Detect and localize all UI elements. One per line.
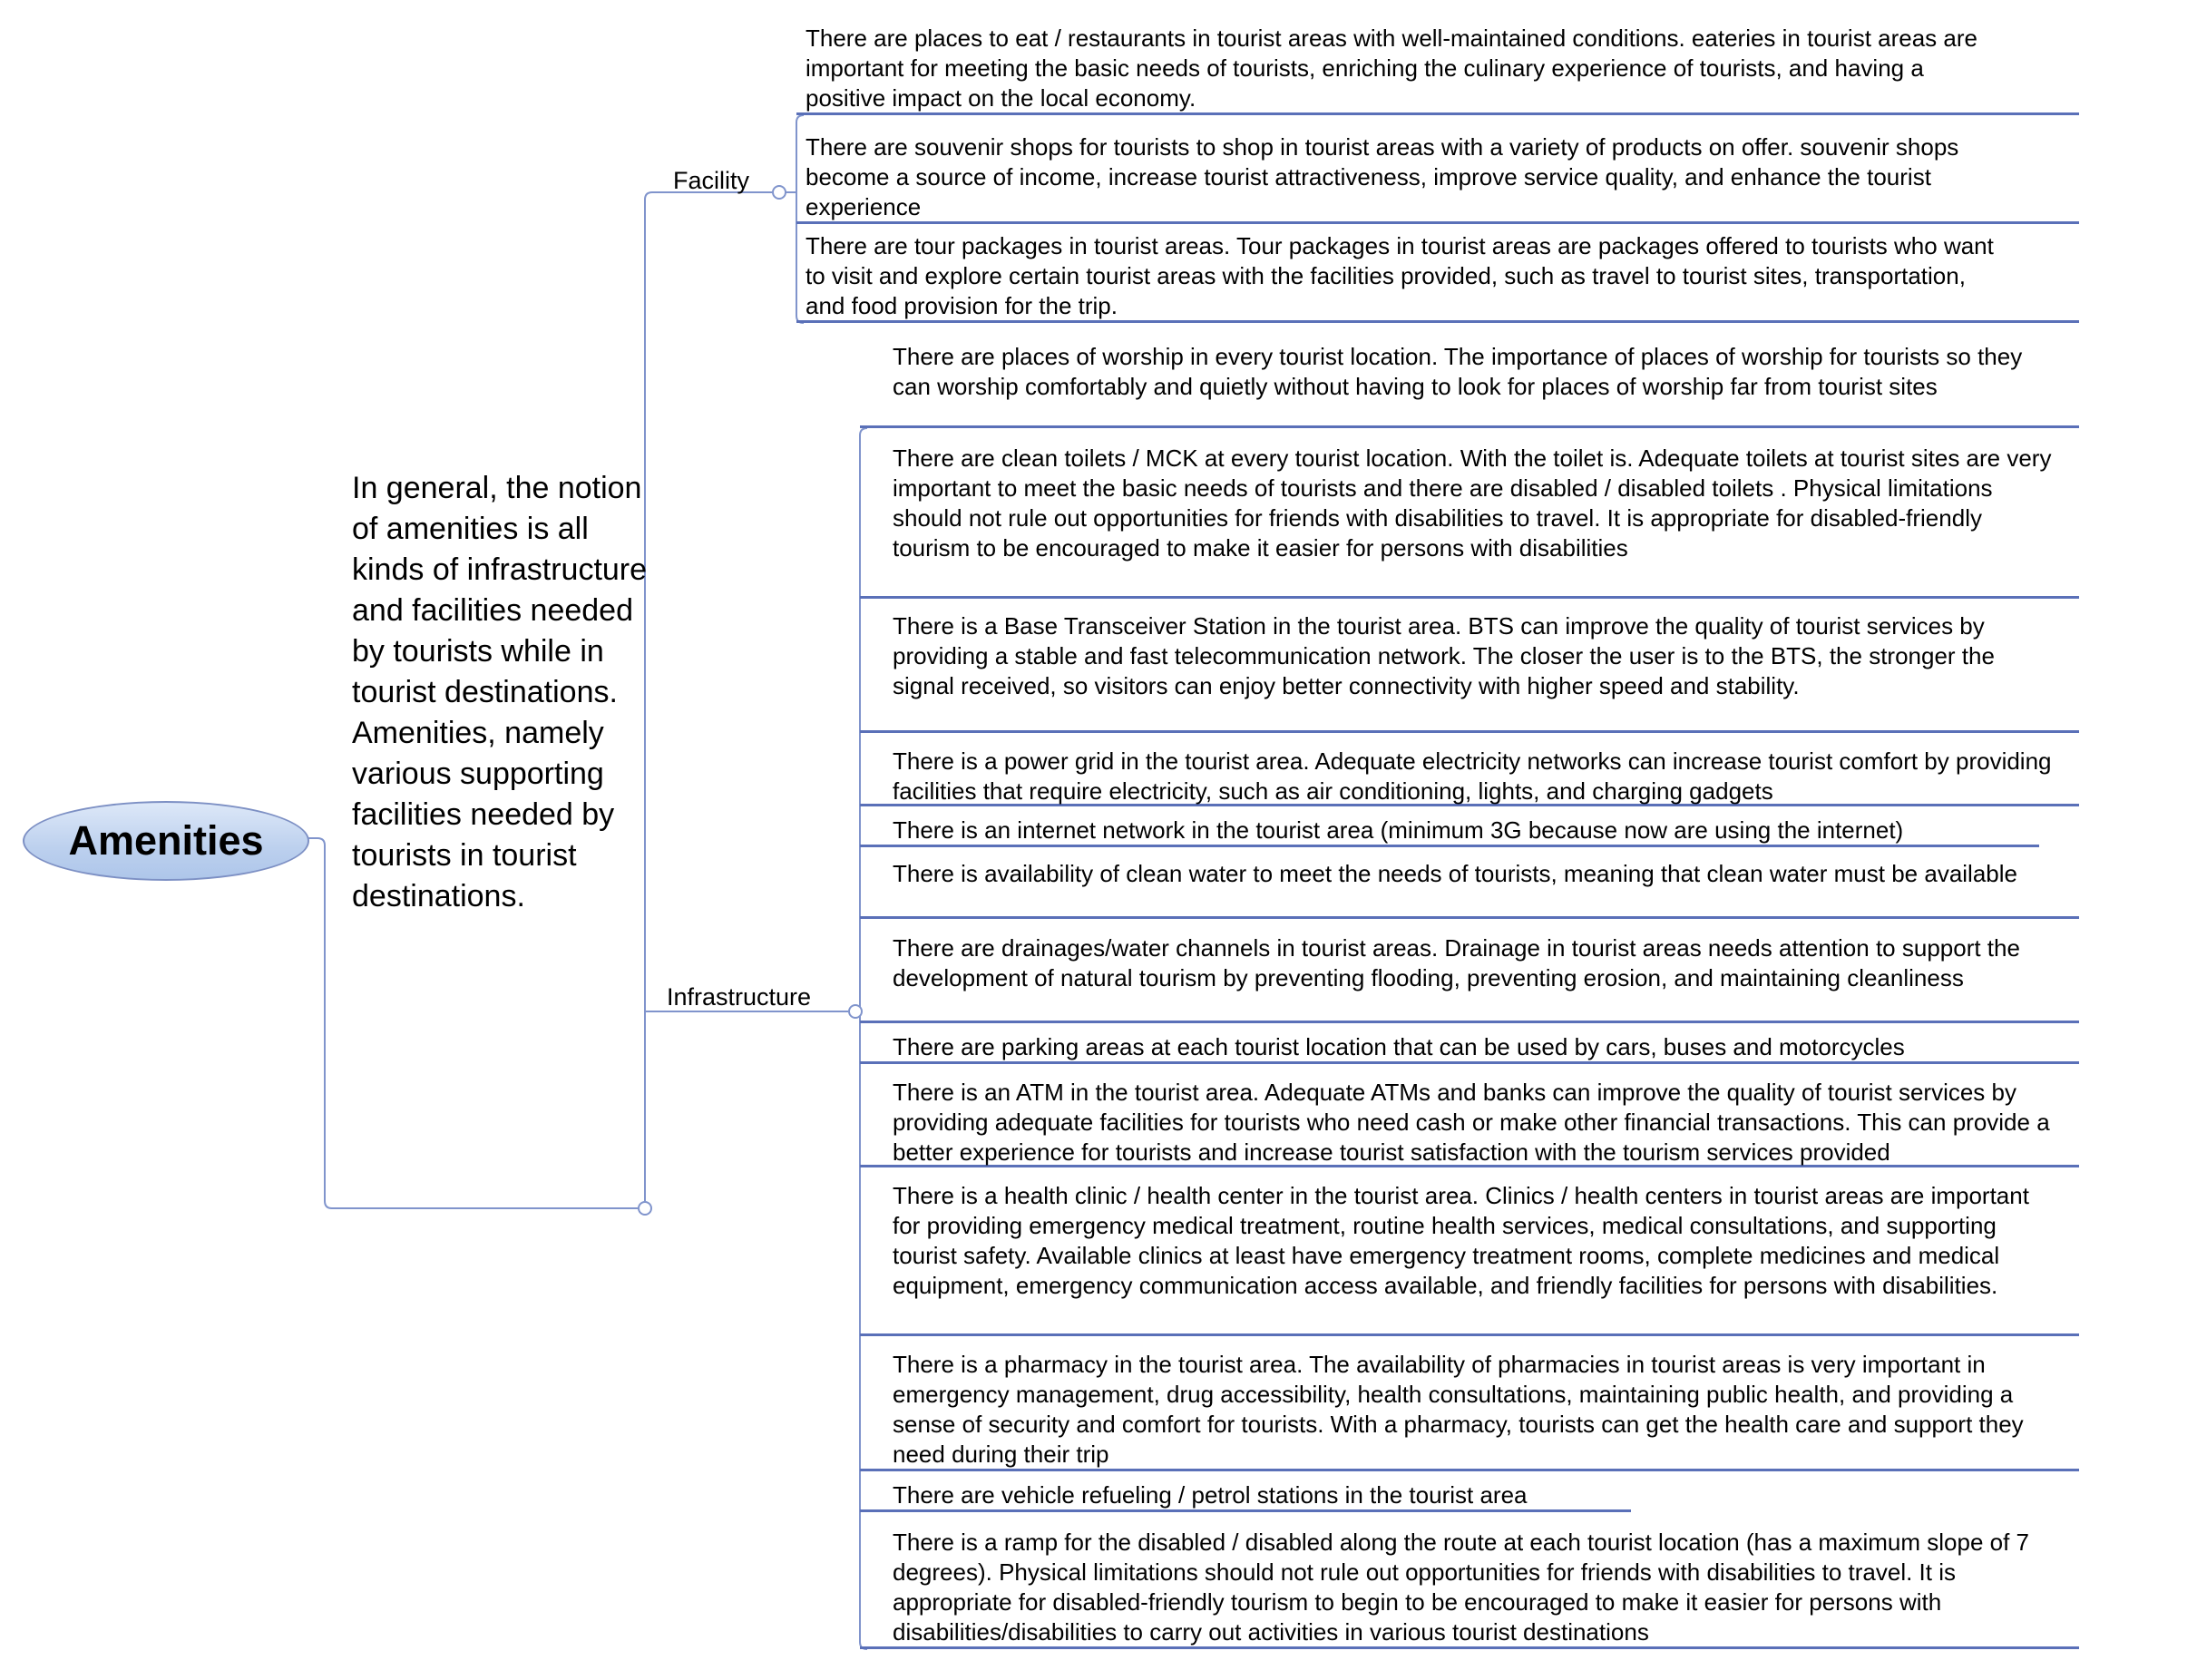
leaf-drainages[interactable] (860, 933, 2079, 1023)
leaf-petrol-stations-text: There are vehicle refueling / petrol stations in the tourist area (893, 1481, 1528, 1509)
leaf-bts-station-text: There is a Base Transceiver Station in the tourist area. BTS can improve the quality of tourist services by providing a stable and fast telecommunication network. The closer the user is to the BTS, the stronger the signal received, so visitors can enjoy better connectivity with higher speed and stability. (893, 612, 1995, 699)
leaf-power-grid-text: There is a power grid in the tourist area. Adequate electricity networks can increase tourist comfort by providing facilities that require electricity, such as air conditioning, lights, and charging gadgets (893, 747, 2052, 805)
leaf-pharmacy[interactable] (860, 1350, 2079, 1471)
leaf-clean-water-text: There is availability of clean water to meet the needs of tourists, meaning that clean water must be available (893, 860, 2017, 887)
leaf-souvenir-shops[interactable] (796, 132, 2079, 224)
leaf-bts-station[interactable] (860, 611, 2079, 733)
leaf-restaurants-text: There are places to eat / restaurants in tourist areas with well-maintained conditions. eateries in tourist areas are important for meeting the basic needs of tourists, enriching the culinary experience of tourists, and having a positive impact on the local economy. (806, 24, 1977, 112)
leaf-clean-water[interactable] (860, 859, 2079, 919)
center-note-node[interactable] (352, 468, 651, 917)
branch-node-infrastructure[interactable] (667, 983, 811, 1011)
leaf-places-of-worship[interactable] (860, 342, 2079, 428)
leaf-clean-toilets-text: There are clean toilets / MCK at every tourist location. With the toilet is. Adequate toilets at tourist sites are very important to meet the basic needs of tourists and there are disabled / disabled toilets . Physical limitations should not rule out opportunities for friends with disabilities to travel. It is appropriate for disabled-friendly tourism to be encouraged to make it easier for persons with disabilities (893, 444, 2052, 562)
leaf-power-grid[interactable] (860, 747, 2079, 806)
leaf-parking-areas[interactable] (860, 1032, 2079, 1064)
branch-facility-label: Facility (673, 167, 750, 194)
center-note-text: In general, the notion of amenities is all kinds of infrastructure and facilities needed by tourists while in tourist destinations. Amenities, namely various supporting facilities needed by tourists in tourist destinations. (352, 471, 648, 913)
leaf-disabled-ramp[interactable] (860, 1528, 2079, 1649)
root-node-label: Amenities (68, 817, 264, 864)
leaf-atm[interactable] (860, 1078, 2079, 1167)
connector-trunk-facility (645, 192, 772, 1201)
leaf-drainages-text: There are drainages/water channels in tourist areas. Drainage in tourist areas needs attention to support the development of natural tourism by preventing flooding, preventing erosion, and maintaining cleanliness (893, 934, 2020, 991)
leaf-clean-toilets[interactable] (860, 444, 2079, 599)
leaf-atm-text: There is an ATM in the tourist area. Adequate ATMs and banks can improve the quality of tourist services by providing adequate facilities for tourists who need cash or make other financial transactions. This can provide a better experience for tourists and increase tourist satisfaction with the tourism services provided (893, 1079, 2050, 1166)
leaf-tour-packages[interactable] (796, 231, 2079, 323)
leaf-health-clinic[interactable] (860, 1181, 2079, 1336)
collapse-handle-center-note[interactable] (639, 1202, 651, 1215)
leaf-disabled-ramp-text: There is a ramp for the disabled / disabled along the route at each tourist location (has a maximum slope of 7 degrees). Physical limitations should not rule out opportunities for friends with disabilities to travel. It is appropriate for disabled-friendly tourism to begin to be encouraged to make it easier for persons with disabilities/disabilities to carry out activities in various tourist destinations (893, 1529, 2030, 1646)
leaf-restaurants[interactable] (796, 24, 2079, 115)
leaf-places-of-worship-text: There are places of worship in every tourist location. The importance of places of worship for tourists so they can worship comfortably and quietly without having to look for places of worship far from tourist sites (893, 343, 2023, 400)
leaf-parking-areas-text: There are parking areas at each tourist location that can be used by cars, buses and motorcycles (893, 1033, 1905, 1060)
leaf-internet-network[interactable] (860, 816, 2039, 847)
leaf-tour-packages-text: There are tour packages in tourist areas. Tour packages in tourist areas are packages offered to tourists who want to visit and explore certain tourist areas with the facilities provided, such as travel to tourist sites, transportation, and food provision for the trip. (806, 232, 1994, 319)
leaf-pharmacy-text: There is a pharmacy in the tourist area. The availability of pharmacies in tourist areas is very important in emergency management, drug accessibility, health consultations, maintaining public health, and providing a sense of security and comfort for tourists. With a pharmacy, tourists can get the health care and support they need during their trip (893, 1351, 2024, 1468)
branch-node-facility[interactable] (673, 167, 749, 194)
leaf-souvenir-shops-text: There are souvenir shops for tourists to shop in tourist areas with a variety of products on offer. souvenir shops become a source of income, increase tourist attractiveness, improve service quality, and enhance the tourist experience (806, 133, 1959, 220)
leaf-petrol-stations[interactable] (860, 1480, 1631, 1512)
leaf-internet-network-text: There is an internet network in the tourist area (minimum 3G because now are using the internet) (893, 816, 1904, 844)
collapse-handle-facility[interactable] (773, 186, 786, 199)
leaf-health-clinic-text: There is a health clinic / health center in the tourist area. Clinics / health centers in tourist areas are important for providing emergency medical treatment, routine health services, medical consultations, and supporting tourist safety. Available clinics at least have emergency treatment rooms, complete medicines and medical equipment, emergency communication access available, and friendly facilities for persons with disabilities. (893, 1182, 2029, 1299)
root-node-amenities[interactable] (23, 801, 309, 881)
branch-infrastructure-label: Infrastructure (667, 983, 812, 1011)
